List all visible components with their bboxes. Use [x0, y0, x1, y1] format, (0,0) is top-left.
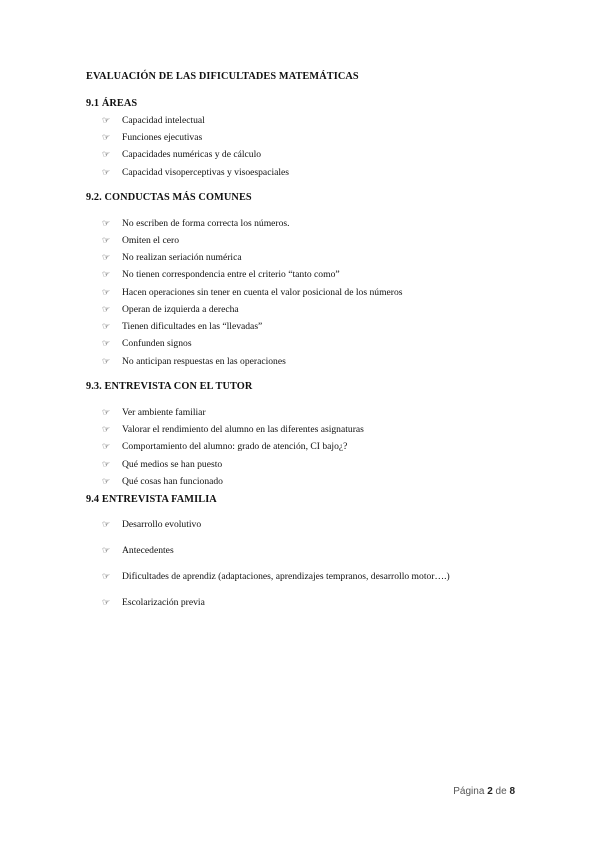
pointing-hand-icon: ☞ [102, 476, 111, 487]
list-item: ☞ Ver ambiente familiar [102, 407, 206, 418]
pointing-hand-icon: ☞ [102, 545, 111, 556]
list-item: ☞ Desarrollo evolutivo [102, 519, 202, 530]
list-item: ☞ No tienen correspondencia entre el criterio “tanto como” [102, 269, 340, 280]
list-item: ☞ Valorar el rendimiento del alumno en las diferentes asignaturas [102, 424, 364, 435]
list-item: ☞ Confunden signos [102, 338, 192, 349]
pointing-hand-icon: ☞ [102, 321, 111, 332]
document-title: EVALUACIÓN DE LAS DIFICULTADES MATEMÁTICAS [86, 71, 359, 82]
pointing-hand-icon: ☞ [102, 149, 111, 160]
pointing-hand-icon: ☞ [102, 235, 111, 246]
section-heading-conductas: 9.2. CONDUCTAS MÁS COMUNES [86, 192, 252, 203]
pointing-hand-icon: ☞ [102, 424, 111, 435]
list-item: ☞ Dificultades de aprendiz (adaptaciones, aprendizajes tempranos, desarrollo motor….) [102, 571, 450, 582]
pointing-hand-icon: ☞ [102, 167, 111, 178]
list-item: ☞ Escolarización previa [102, 597, 205, 608]
list-item: ☞ No escriben de forma correcta los números. [102, 218, 290, 229]
page-number: Página 2 de 8 [453, 786, 515, 797]
section-heading-tutor: 9.3. ENTREVISTA CON EL TUTOR [86, 381, 253, 392]
pointing-hand-icon: ☞ [102, 269, 111, 280]
pointing-hand-icon: ☞ [102, 571, 111, 582]
pointing-hand-icon: ☞ [102, 218, 111, 229]
list-item: ☞ Comportamiento del alumno: grado de atención, CI bajo¿? [102, 441, 348, 452]
pointing-hand-icon: ☞ [102, 132, 111, 143]
list-item: ☞ No realizan seriación numérica [102, 252, 242, 263]
list-item: ☞ Antecedentes [102, 545, 174, 556]
pointing-hand-icon: ☞ [102, 304, 111, 315]
list-item: ☞ Omiten el cero [102, 235, 180, 246]
pointing-hand-icon: ☞ [102, 519, 111, 530]
list-item: ☞ Qué medios se han puesto [102, 459, 223, 470]
pointing-hand-icon: ☞ [102, 597, 111, 608]
list-item: ☞ Capacidades numéricas y de cálculo [102, 149, 262, 160]
section-heading-familia: 9.4 ENTREVISTA FAMILIA [86, 494, 217, 505]
pointing-hand-icon: ☞ [102, 287, 111, 298]
pointing-hand-icon: ☞ [102, 338, 111, 349]
list-item: ☞ Capacidad intelectual [102, 115, 205, 126]
list-item: ☞ Capacidad visoperceptivas y visoespaciales [102, 167, 290, 178]
section-heading-areas: 9.1 ÁREAS [86, 98, 138, 109]
list-item: ☞ Operan de izquierda a derecha [102, 304, 239, 315]
list-item: ☞ Qué cosas han funcionado [102, 476, 223, 487]
pointing-hand-icon: ☞ [102, 252, 111, 263]
pointing-hand-icon: ☞ [102, 459, 111, 470]
pointing-hand-icon: ☞ [102, 441, 111, 452]
list-item: ☞ Hacen operaciones sin tener en cuenta el valor posicional de los números [102, 287, 403, 298]
list-item: ☞ Tienen dificultades en las “llevadas” [102, 321, 263, 332]
list-item: ☞ No anticipan respuestas en las operaciones [102, 356, 286, 367]
pointing-hand-icon: ☞ [102, 356, 111, 367]
pointing-hand-icon: ☞ [102, 407, 111, 418]
pointing-hand-icon: ☞ [102, 115, 111, 126]
list-item: ☞ Funciones ejecutivas [102, 132, 203, 143]
